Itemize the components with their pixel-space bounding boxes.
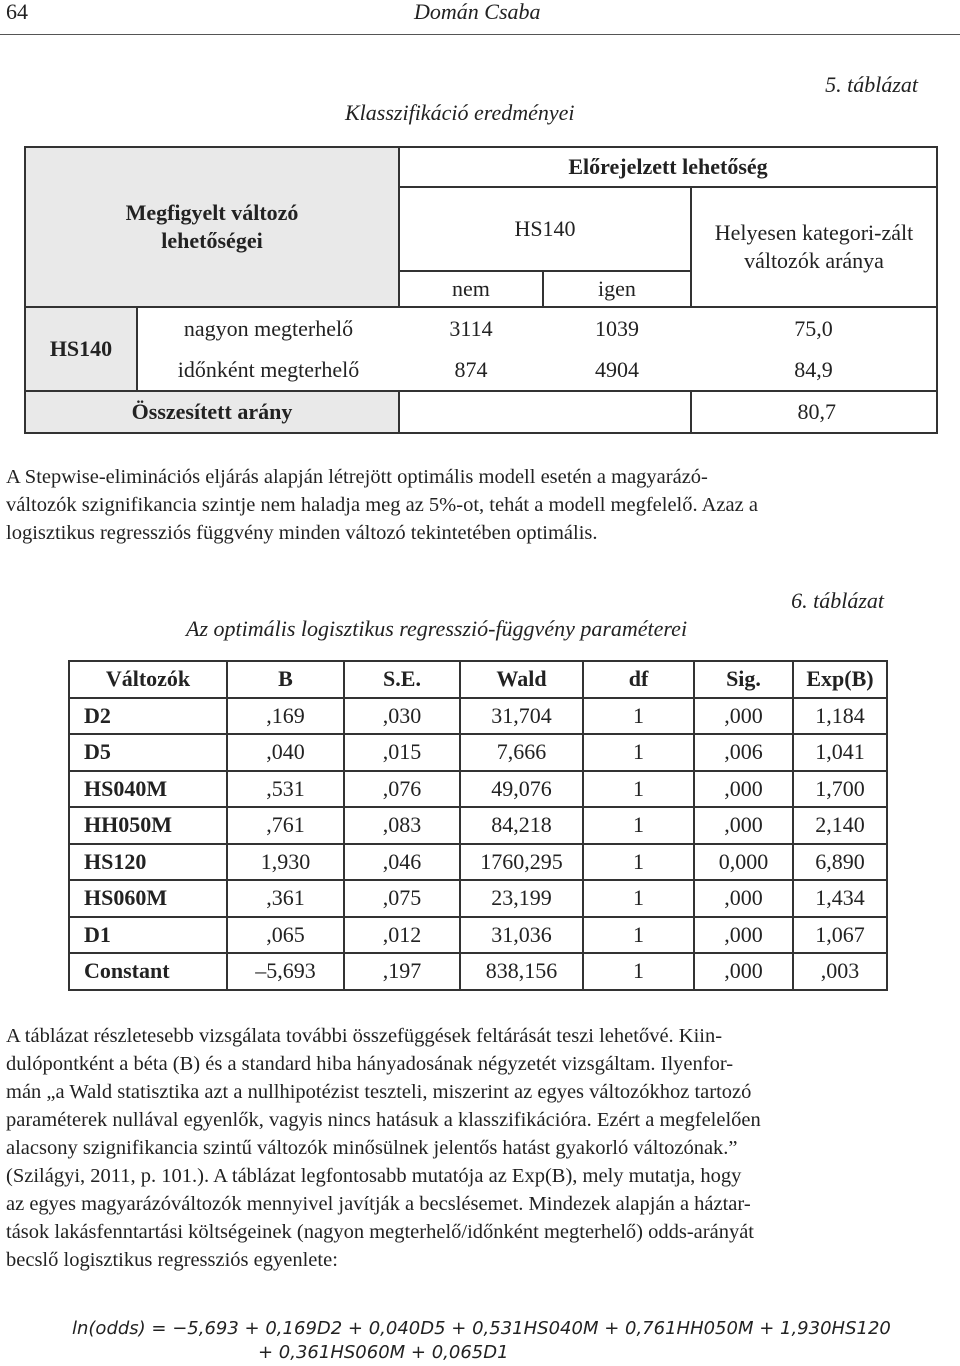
row-label: HS040M xyxy=(69,771,227,808)
table-row xyxy=(69,734,887,771)
cell: ,000 xyxy=(694,917,793,954)
paragraph-line: mán „a Wald statisztika azt a nullhipotézist teszteli, miszerint az egyes változókhoz tartozó xyxy=(6,1081,752,1103)
cell-pct: 84,9 xyxy=(691,349,937,391)
paragraph-line: alacsony szignifikancia szintű változók minősülnek jelentős hatást gyakorló változónak.” xyxy=(6,1137,738,1159)
cell: 31,036 xyxy=(460,917,583,954)
overall-empty-2 xyxy=(543,391,691,433)
regression-params-table xyxy=(68,660,888,991)
table-row xyxy=(69,807,887,844)
table5-title: Klasszifikáció eredményei xyxy=(345,100,575,125)
col-igen: igen xyxy=(543,271,691,307)
cell: 1,930 xyxy=(227,844,344,881)
row-label: D2 xyxy=(69,698,227,735)
page-number: 64 xyxy=(6,0,28,24)
cell: 1 xyxy=(583,953,694,990)
cell: ,000 xyxy=(694,698,793,735)
cell: ,075 xyxy=(344,880,460,917)
cell: ,003 xyxy=(793,953,887,990)
row-label: HS060M xyxy=(69,880,227,917)
col-header: S.E. xyxy=(344,661,460,698)
cell-igen: 1039 xyxy=(543,307,691,349)
cell: 1,041 xyxy=(793,734,887,771)
cell: 1 xyxy=(583,734,694,771)
cell: 1760,295 xyxy=(460,844,583,881)
cell: ,046 xyxy=(344,844,460,881)
cell: 1 xyxy=(583,917,694,954)
col-header: Sig. xyxy=(694,661,793,698)
cell: 49,076 xyxy=(460,771,583,808)
paragraph-line: logisztikus regressziós függvény minden változó tekintetében optimális. xyxy=(6,522,598,544)
hs140-header: HS140 xyxy=(399,187,691,271)
overall-pct: 80,7 xyxy=(691,391,937,433)
col-header: Exp(B) xyxy=(793,661,887,698)
table-row xyxy=(69,844,887,881)
table-row xyxy=(69,953,887,990)
paragraph-line: A táblázat részletesebb vizsgálata további összefüggések feltárását teszi lehetővé. Kiin- xyxy=(6,1025,723,1047)
cell: ,000 xyxy=(694,880,793,917)
observed-header: Megfigyelt változó lehetőségei xyxy=(25,147,399,307)
running-author: Domán Csaba xyxy=(414,0,541,24)
paragraph-line: becslő logisztikus regressziós egyenlete: xyxy=(6,1249,338,1271)
table-header-row xyxy=(69,661,887,698)
table-row xyxy=(69,771,887,808)
cell: ,197 xyxy=(344,953,460,990)
cell: 2,140 xyxy=(793,807,887,844)
cell: ,000 xyxy=(694,771,793,808)
cell: ,065 xyxy=(227,917,344,954)
cell: ,000 xyxy=(694,953,793,990)
col-nem: nem xyxy=(399,271,543,307)
cell: ,761 xyxy=(227,807,344,844)
page-header xyxy=(0,0,960,35)
overall-label: Összesített arány xyxy=(25,391,399,433)
table-row xyxy=(69,917,887,954)
cell: 6,890 xyxy=(793,844,887,881)
cell: ,531 xyxy=(227,771,344,808)
row-group-label: HS140 xyxy=(25,307,137,391)
paragraph-line: változók szignifikancia szintje nem haladja meg az 5%-ot, tehát a modell megfelelő. Azaz a xyxy=(6,494,758,516)
cell: ,000 xyxy=(694,807,793,844)
row-label: HH050M xyxy=(69,807,227,844)
col-header: df xyxy=(583,661,694,698)
cell: 1,067 xyxy=(793,917,887,954)
paragraph-line: tások lakásfenntartási költségeinek (nagyon megterhelő/időnként megterhelő) odds-arányát xyxy=(6,1221,754,1243)
table-row xyxy=(69,880,887,917)
table-row xyxy=(69,698,887,735)
cell: 1 xyxy=(583,771,694,808)
cell: 1 xyxy=(583,807,694,844)
paragraph-line: dulópontként a béta (B) és a standard hiba hányadosának négyzetét vizsgáltam. Ilyenfor- xyxy=(6,1053,734,1075)
paragraph-line: paraméterek nullával egyenlők, vagyis nincs hatásuk a klasszifikációra. Ezért a megfelelően xyxy=(6,1109,761,1131)
cell: ,076 xyxy=(344,771,460,808)
cell: 84,218 xyxy=(460,807,583,844)
row-label: D1 xyxy=(69,917,227,954)
col-header: Változók xyxy=(69,661,227,698)
classification-table xyxy=(24,146,938,434)
table6-number: 6. táblázat xyxy=(791,588,884,613)
cell: 23,199 xyxy=(460,880,583,917)
cell: ,169 xyxy=(227,698,344,735)
table5-number: 5. táblázat xyxy=(825,72,918,97)
cell-pct: 75,0 xyxy=(691,307,937,349)
cell: 0,000 xyxy=(694,844,793,881)
row-label: HS120 xyxy=(69,844,227,881)
overall-empty-1 xyxy=(399,391,543,433)
cell: ,040 xyxy=(227,734,344,771)
cell: ,361 xyxy=(227,880,344,917)
col-header: Wald xyxy=(460,661,583,698)
cell: 1,434 xyxy=(793,880,887,917)
cell: ,083 xyxy=(344,807,460,844)
cell: ,006 xyxy=(694,734,793,771)
cell: ,012 xyxy=(344,917,460,954)
row-label: nagyon megterhelő xyxy=(137,307,399,349)
paragraph-line: A Stepwise-eliminációs eljárás alapján létrejött optimális modell esetén a magyarázó- xyxy=(6,466,708,488)
cell: 31,704 xyxy=(460,698,583,735)
predicted-header: Előrejelzett lehetőség xyxy=(399,147,937,187)
cell: 7,666 xyxy=(460,734,583,771)
equation-line-2: + 0,361HS060M + 0,065D1 xyxy=(258,1342,509,1363)
paragraph-line: az egyes magyarázóváltozók mennyivel javítják a becslésemet. Mindezek alapján a háztar- xyxy=(6,1193,751,1215)
row-label: D5 xyxy=(69,734,227,771)
cell: 1 xyxy=(583,844,694,881)
cell: 1,700 xyxy=(793,771,887,808)
cell: 838,156 xyxy=(460,953,583,990)
cell: ,030 xyxy=(344,698,460,735)
cell: 1 xyxy=(583,698,694,735)
equation-line-1: ln(odds) = −5,693 + 0,169D2 + 0,040D5 + 0,531HS040M + 0,761HH050M + 1,930HS120 xyxy=(72,1318,891,1339)
row-label: Constant xyxy=(69,953,227,990)
correct-header: Helyesen kategori-zált változók aránya xyxy=(691,187,937,307)
cell-nem: 874 xyxy=(399,349,543,391)
paragraph-line: (Szilágyi, 2011, p. 101.). A táblázat legfontosabb mutatója az Exp(B), mely mutatja, hogy xyxy=(6,1165,742,1187)
cell: 1 xyxy=(583,880,694,917)
paragraph-2 xyxy=(6,1022,956,1274)
table6-title: Az optimális logisztikus regresszió-függvény paraméterei xyxy=(186,616,688,641)
row-label: időnként megterhelő xyxy=(137,349,399,391)
col-header: B xyxy=(227,661,344,698)
cell-igen: 4904 xyxy=(543,349,691,391)
cell: –5,693 xyxy=(227,953,344,990)
cell: 1,184 xyxy=(793,698,887,735)
paragraph-1 xyxy=(6,463,956,547)
cell: ,015 xyxy=(344,734,460,771)
cell-nem: 3114 xyxy=(399,307,543,349)
